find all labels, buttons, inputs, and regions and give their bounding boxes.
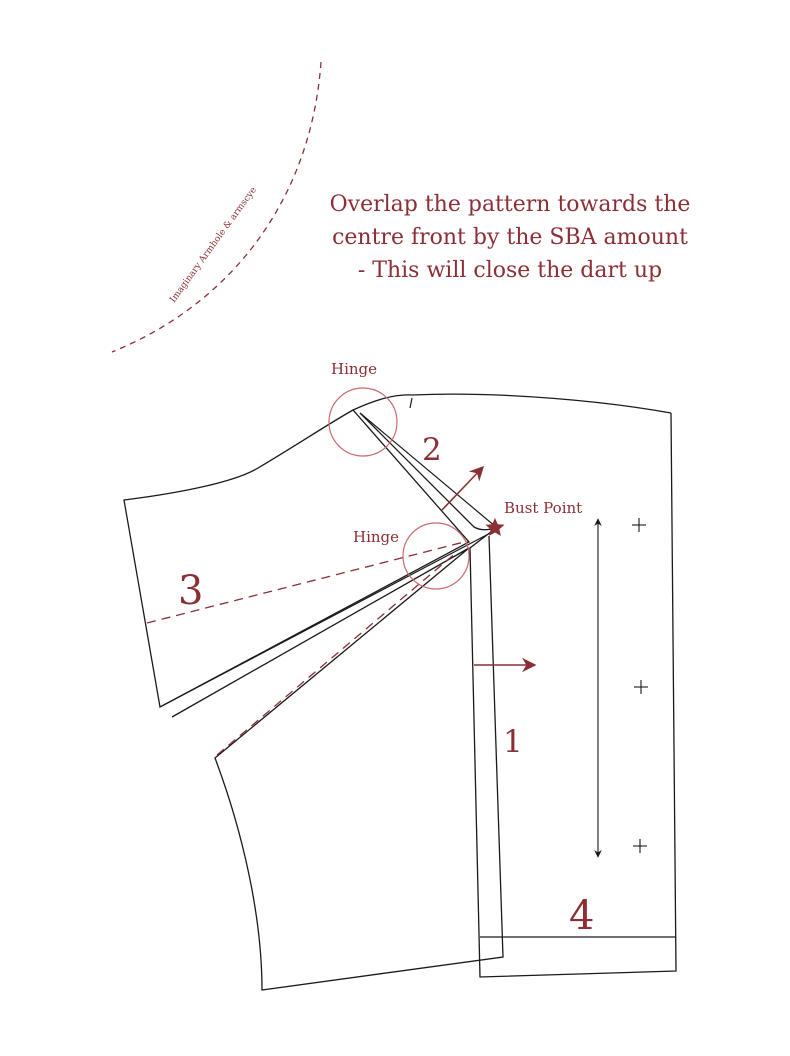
dart-leg-lower [160, 530, 496, 707]
centre-front-piece [360, 413, 676, 977]
hinge-label-middle: Hinge [353, 528, 400, 546]
instruction-line-2: centre front by the SBA amount [332, 225, 688, 250]
bust-point-label: Bust Point [504, 499, 583, 517]
button-mark-top [632, 518, 646, 532]
instruction-line-1: Overlap the pattern towards the [329, 192, 691, 217]
guide-line-lower [217, 552, 457, 755]
step-1-label: 1 [503, 724, 523, 760]
armhole-dashed-curve [112, 62, 321, 352]
step-3-label: 3 [178, 568, 204, 614]
arrow-2-icon [442, 467, 483, 510]
dart-leg-upper [360, 413, 496, 527]
upper-side-piece [124, 410, 469, 707]
step-4-label: 4 [569, 893, 595, 939]
armhole-label: Imaginary Armhole & armscye [168, 185, 259, 305]
instruction-line-3: - This will close the dart up [357, 258, 663, 283]
button-mark-bottom [633, 839, 647, 853]
shoulder-edge [353, 394, 671, 413]
hinge-label-top: Hinge [331, 360, 378, 378]
button-mark-middle [634, 680, 648, 694]
shoulder-notch [410, 398, 412, 408]
instruction-note [300, 188, 720, 287]
step-2-label: 2 [422, 432, 442, 468]
